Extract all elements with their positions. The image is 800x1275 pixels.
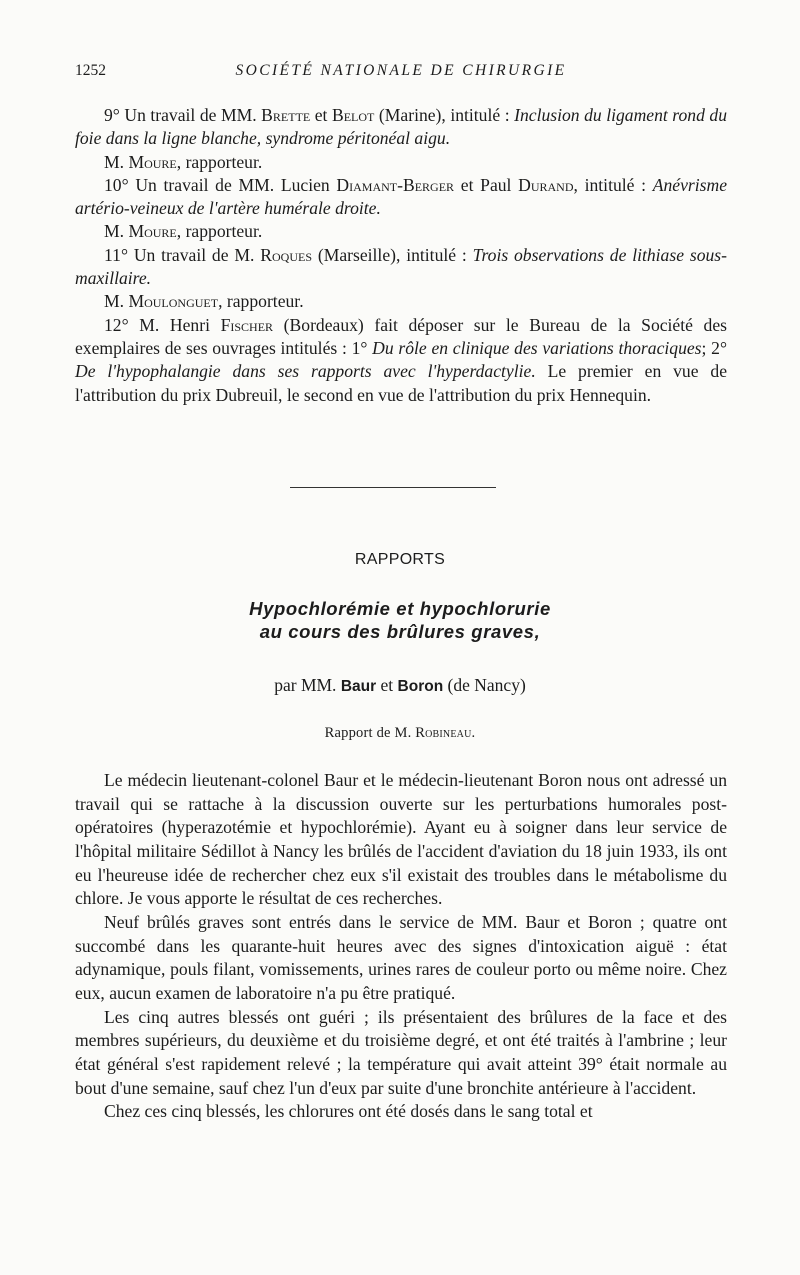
body-paragraph-1: Le médecin lieutenant-colonel Baur et le médecin-lieutenant Boron nous ont adressé un travail qui se rattache à la discussion ouverte sur les perturbations humorales post-opératoires (hyperazotémie et hypochlorémie). Ayant eu à soigner dans leur service de l'hôpital militaire Sédillot à Nancy les brûlés de l'accident d'aviation du 18 juin 1933, ils ont eu l'heureuse idée de rechercher chez eux s'il existait des troubles dans le métabolisme du chlore. Je vous apporte le résultat de ces recherches. [75, 770, 727, 909]
item-9: 9° Un travail de MM. Brette et Belot (Marine), intitulé : Inclusion du ligament rond du foie dans la ligne blanche, syndrome péritonéal aigu. [75, 105, 727, 149]
report-attribution: Rapport de M. Robineau. [324, 725, 476, 741]
item-11: 11° Un travail de M. Roques (Marseille), intitulé : Trois observations de lithiase sous-maxillaire. [75, 244, 727, 289]
body-paragraph-4: Chez ces cinq blessés, les chlorures ont été dosés dans le sang total et [104, 1101, 593, 1122]
item-12: 12° M. Henri Fischer (Bordeaux) fait déposer sur le Bureau de la Société des exemplaires de ses ouvrages intitulés : 1° Du rôle en clinique des variations thoraciques; 2° De l'hypophalangie dans ses rapports avec l'hyperdactylie. Le premier en vue de l'attribution du prix Dubreuil, le second en vue de l'attribution du prix Hennequin. [75, 314, 728, 405]
page-number: 1252 [75, 62, 106, 79]
article-title-line-2: au cours des brûlures graves, [259, 621, 541, 642]
section-title: RAPPORTS [354, 551, 446, 568]
announcements-list [75, 104, 727, 407]
rapporteur-9: M. Moure, rapporteur. [104, 151, 263, 172]
article-title [0, 597, 800, 643]
article-body [75, 769, 727, 1124]
page-header [75, 62, 727, 88]
running-title: SOCIÉTÉ NATIONALE DE CHIRURGIE [235, 62, 567, 79]
section-divider [290, 487, 496, 488]
article-title-line-1: Hypochlorémie et hypochlorurie [249, 598, 551, 619]
body-paragraph-2: Neuf brûlés graves sont entrés dans le service de MM. Baur et Boron ; quatre ont succombé dans les quarante-huit heures avec des signes d'intoxication aiguë : état adynamique, pouls filant, vomissements, urines rares de couleur porto ou même noire. Chez eux, aucun examen de laboratoire n'a pu être pratiqué. [75, 911, 727, 1003]
article-byline: par MM. Baur et Boron (de Nancy) [274, 675, 526, 695]
body-paragraph-3: Les cinq autres blessés ont guéri ; ils présentaient des brûlures de la face et des membres supérieurs, du deuxième et du troisième degré, et ont été traités à l'ambrine ; leur état général s'est rapidement relevé ; la température qui avait atteint 39° était normale au bout d'une semaine, sauf chez l'un d'eux par suite d'une bronchite antérieure à l'accident. [75, 1006, 727, 1098]
rapporteur-11: M. Moulonguet, rapporteur. [104, 291, 304, 312]
item-10: 10° Un travail de MM. Lucien Diamant-Berger et Paul Durand, intitulé : Anévrisme artério-veineux de l'artère humérale droite. [75, 174, 728, 219]
rapporteur-10: M. Moure, rapporteur. [104, 221, 263, 242]
